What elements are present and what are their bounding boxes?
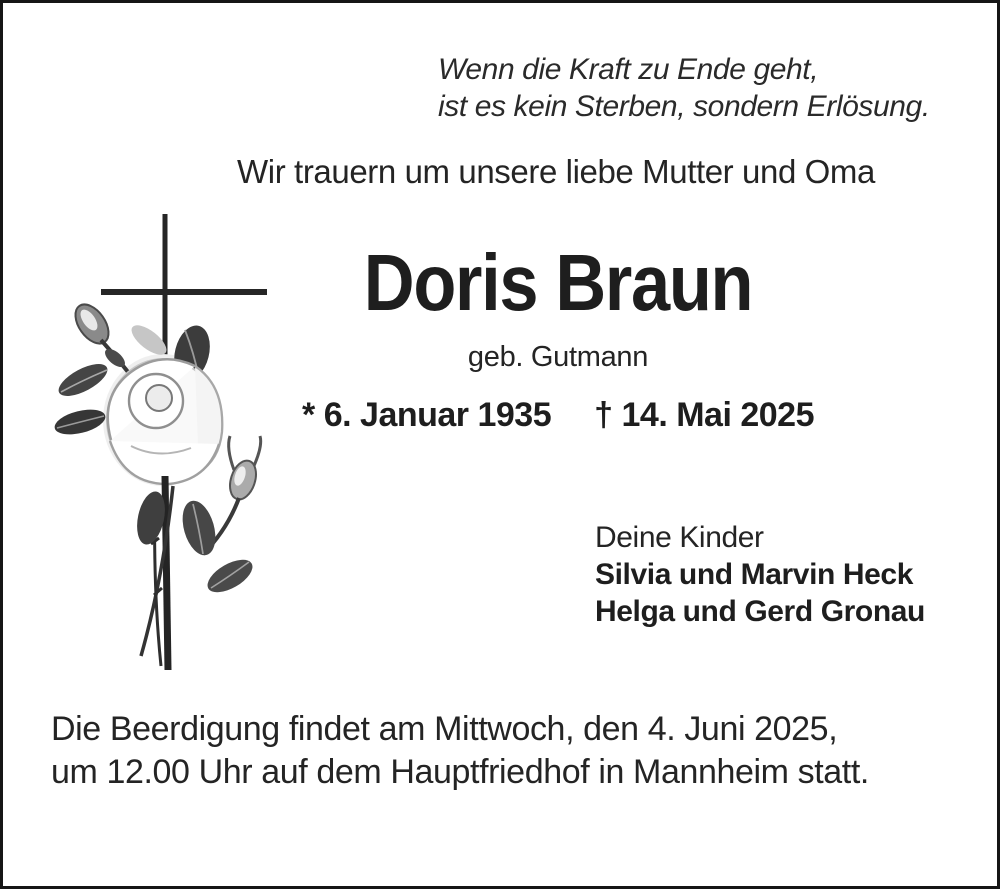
birth-date bbox=[302, 396, 551, 435]
deceased-name: Doris Braun bbox=[363, 238, 753, 327]
funeral-line1: Die Beerdigung findet am Mittwoch, den 4. Juni 2025, bbox=[51, 710, 838, 748]
funeral-details bbox=[51, 708, 869, 794]
death-date bbox=[594, 396, 814, 435]
maiden-name: geb. Gutmann bbox=[467, 341, 649, 373]
epitaph-quote-line2: ist es kein Sterben, sondern Erlösung. bbox=[438, 90, 930, 123]
death-dagger-symbol: † bbox=[594, 396, 613, 434]
death-date-text: 14. Mai 2025 bbox=[621, 396, 814, 434]
white-rose-bloom bbox=[107, 359, 222, 484]
birth-date-text: 6. Januar 1935 bbox=[323, 396, 552, 434]
mourners-block bbox=[595, 519, 925, 630]
epitaph-quote-line1: Wenn die Kraft zu Ende geht, bbox=[438, 53, 819, 86]
cross-and-rose-illustration bbox=[31, 208, 271, 686]
funeral-line2: um 12.00 Uhr auf dem Hauptfriedhof in Mannheim statt. bbox=[51, 753, 869, 791]
epitaph-quote bbox=[438, 51, 930, 125]
deceased-block bbox=[300, 238, 816, 435]
mourning-intro: Wir trauern um unsere liebe Mutter und Oma bbox=[237, 153, 875, 190]
mourners-intro: Deine Kinder bbox=[595, 521, 764, 554]
mourner-name: Helga und Gerd Gronau bbox=[595, 595, 925, 628]
rosebud-left-icon bbox=[69, 299, 128, 372]
mourner-name: Silvia und Marvin Heck bbox=[595, 558, 913, 591]
life-dates bbox=[300, 396, 816, 435]
leaves-left bbox=[52, 358, 112, 439]
birth-star-symbol: * bbox=[302, 396, 315, 434]
